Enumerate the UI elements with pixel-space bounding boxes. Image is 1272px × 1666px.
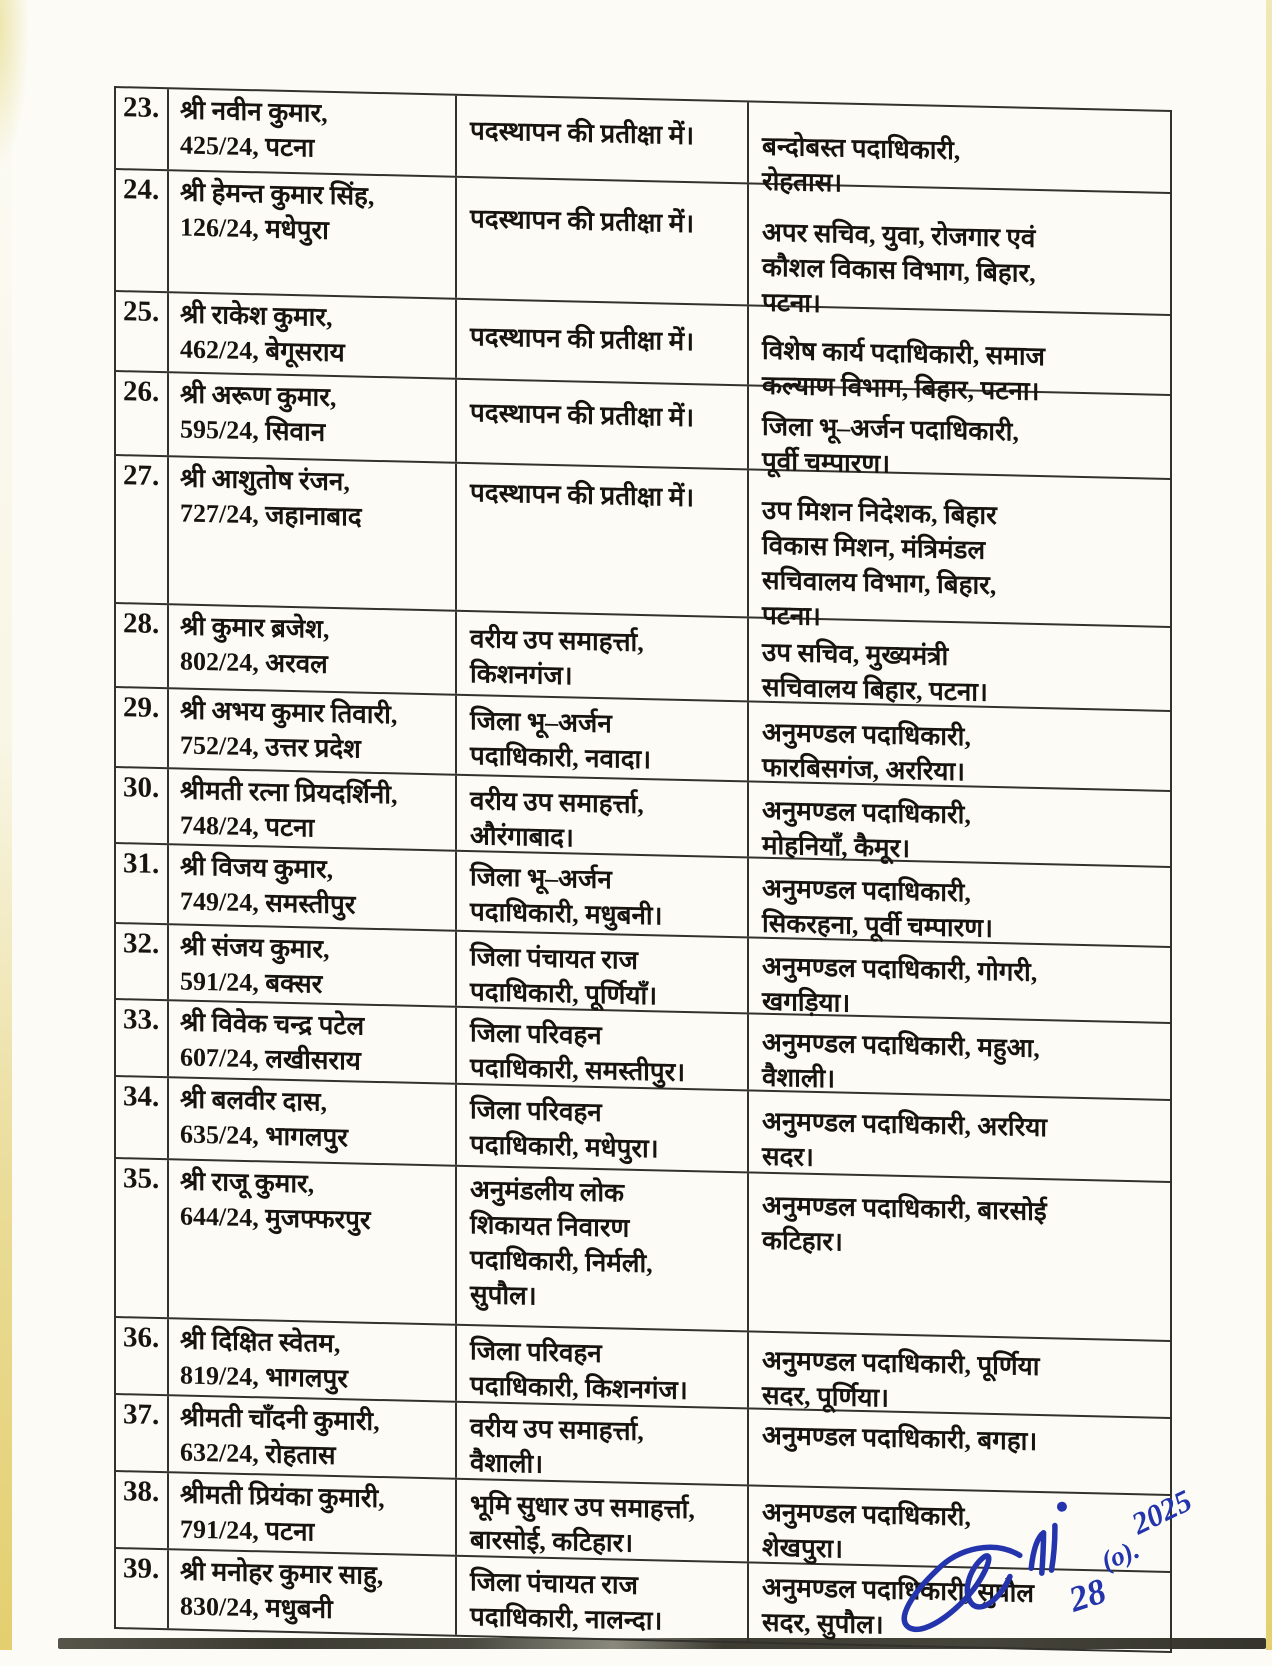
new-posting-cell bbox=[749, 1014, 1170, 1099]
current-posting-cell bbox=[457, 380, 749, 469]
cell-text-line: बन्दोबस्त पदाधिकारी, bbox=[762, 131, 961, 166]
page-edge-left bbox=[0, 0, 12, 1650]
serial-number-cell bbox=[116, 1000, 169, 1076]
cell-text-line: 462/24, बेगूसराय bbox=[180, 334, 345, 368]
cell-text-line: श्री विजय कुमार, bbox=[180, 851, 334, 884]
cell-text-line: 591/24, बक्सर bbox=[180, 966, 323, 999]
cell-text-line: जिला परिवहन bbox=[470, 1336, 602, 1369]
cell-text-line: जिला परिवहन bbox=[470, 1018, 602, 1051]
signature-ink-dot bbox=[1056, 1501, 1067, 1512]
officer-name-cell bbox=[169, 89, 457, 176]
cell-text-line: जिला भू–अर्जन पदाधिकारी, bbox=[762, 411, 1019, 447]
cell-text-line: 595/24, सिवान bbox=[180, 414, 326, 447]
serial-number: 26. bbox=[123, 375, 160, 409]
cell-text-line: श्रीमती चाँदनी कुमारी, bbox=[180, 1402, 380, 1437]
cell-text-line: श्री मनोहर कुमार साहु, bbox=[180, 1556, 384, 1591]
serial-number: 33. bbox=[123, 1003, 160, 1037]
cell-text-line: वरीय उप समाहर्त्ता, bbox=[470, 624, 644, 658]
cell-text-line: 749/24, समस्तीपुर bbox=[180, 886, 356, 920]
officer-name-cell bbox=[169, 845, 457, 930]
officer-name-cell bbox=[169, 1396, 457, 1478]
serial-number-cell bbox=[116, 1077, 169, 1158]
cell-text-line: अनुमण्डल पदाधिकारी, बारसोई bbox=[762, 1190, 1047, 1227]
cell-text-line: पदाधिकारी, पूर्णियाँ। bbox=[470, 977, 658, 1011]
new-posting-cell bbox=[749, 938, 1170, 1022]
cell-text-line: बारसोई, कटिहार। bbox=[470, 1525, 634, 1558]
serial-number-cell bbox=[116, 1159, 169, 1317]
serial-number-cell bbox=[116, 688, 169, 767]
table-row bbox=[116, 1159, 1170, 1342]
new-posting-cell bbox=[749, 858, 1170, 946]
cell-text-line: किशनगंज। bbox=[470, 659, 573, 691]
cell-text-line: 126/24, मधेपुरा bbox=[180, 212, 329, 245]
cell-text-line: पदस्थापन की प्रतीक्षा में। bbox=[470, 204, 695, 239]
cell-text-line: जिला परिवहन bbox=[470, 1095, 602, 1128]
cell-text-line: सदर, पूर्णिया। bbox=[762, 1380, 889, 1413]
serial-number-cell bbox=[116, 604, 169, 687]
new-posting-cell bbox=[749, 102, 1170, 198]
cell-text-line: जिला भू–अर्जन bbox=[470, 706, 612, 739]
cell-text-line: अनुमण्डल पदाधिकारी, bbox=[762, 717, 971, 752]
cell-text-line: उप सचिव, मुख्यमंत्री bbox=[762, 637, 949, 671]
current-posting-cell bbox=[457, 1403, 749, 1485]
serial-number: 36. bbox=[123, 1321, 160, 1355]
serial-number: 29. bbox=[123, 691, 160, 725]
cell-text-line: उप मिशन निदेशक, बिहार bbox=[762, 495, 997, 531]
cell-text-line: मोहनियाँ, कैमूर। bbox=[762, 830, 911, 864]
officer-name-cell bbox=[169, 605, 457, 694]
serial-number: 28. bbox=[123, 607, 160, 641]
officer-name-cell bbox=[169, 689, 457, 774]
cell-text-line: पदाधिकारी, मधुबनी। bbox=[470, 897, 663, 931]
serial-number: 25. bbox=[123, 295, 160, 329]
cell-text-line: वरीय उप समाहर्त्ता, bbox=[470, 1413, 644, 1447]
cell-text-line: पूर्वी चम्पारण। bbox=[762, 446, 891, 479]
current-posting-cell bbox=[457, 1085, 749, 1172]
officer-name-cell bbox=[169, 769, 457, 850]
cell-text-line: अनुमण्डल पदाधिकारी, महुआ, bbox=[762, 1027, 1040, 1064]
cell-text-line: श्री राजू कुमार, bbox=[180, 1166, 315, 1199]
cell-text-line: अनुमण्डल पदाधिकारी, bbox=[762, 795, 971, 830]
cell-text-line: श्री कुमार ब्रजेश, bbox=[180, 611, 330, 644]
serial-number: 32. bbox=[123, 927, 160, 961]
cell-text-line: पदाधिकारी, समस्तीपुर। bbox=[470, 1053, 686, 1087]
cell-text-line: श्री दिक्षित स्वेतम, bbox=[180, 1325, 341, 1359]
officer-name-cell bbox=[169, 457, 457, 610]
serial-number-cell bbox=[116, 372, 169, 455]
cell-text-line: 791/24, पटना bbox=[180, 1514, 315, 1547]
officer-name-cell bbox=[169, 1001, 457, 1083]
officer-name-cell bbox=[169, 1473, 457, 1555]
cell-text-line: 748/24, पटना bbox=[180, 810, 315, 843]
serial-number-cell bbox=[116, 924, 169, 999]
current-posting-cell bbox=[457, 96, 749, 183]
cell-text-line: वैशाली। bbox=[762, 1062, 836, 1094]
cell-text-line: रोहतास। bbox=[762, 166, 843, 198]
cell-text-line: सदर, सुपौल। bbox=[762, 1607, 884, 1640]
current-posting-cell bbox=[457, 464, 749, 617]
current-posting-cell bbox=[457, 932, 749, 1013]
cell-text-line: अपर सचिव, युवा, रोजगार एवं bbox=[762, 217, 1036, 253]
cell-text-line: सिकरहना, पूर्वी चम्पारण। bbox=[762, 908, 993, 943]
serial-number: 23. bbox=[123, 91, 160, 125]
officer-name-cell bbox=[169, 1319, 457, 1401]
cell-text-line: अनुमण्डल पदाधिकारी, सुपौल bbox=[762, 1572, 1035, 1608]
cell-text-line: पदस्थापन की प्रतीक्षा में। bbox=[470, 116, 695, 151]
cell-text-line: विशेष कार्य पदाधिकारी, समाज bbox=[762, 335, 1045, 372]
cell-text-line: श्री बलवीर दास, bbox=[180, 1084, 328, 1117]
transfer-table bbox=[114, 86, 1172, 1653]
cell-text-line: सचिवालय बिहार, पटना। bbox=[762, 672, 988, 707]
officer-name-cell bbox=[169, 1550, 457, 1635]
current-posting-cell bbox=[457, 300, 749, 385]
cell-text-line: अनुमण्डल पदाधिकारी, पूर्णिया bbox=[762, 1345, 1040, 1382]
serial-number-cell bbox=[116, 1395, 169, 1471]
serial-number-cell bbox=[116, 170, 169, 291]
cell-text-line: कटिहार। bbox=[762, 1225, 843, 1257]
officer-name-cell bbox=[169, 373, 457, 462]
cell-text-line: पदाधिकारी, मधेपुरा। bbox=[470, 1130, 659, 1164]
cell-text-line: श्री आशुतोष रंजन, bbox=[180, 463, 350, 497]
serial-number-cell bbox=[116, 768, 169, 843]
cell-text-line: पदाधिकारी, नालन्दा। bbox=[470, 1602, 663, 1636]
cell-text-line: 727/24, जहानाबाद bbox=[180, 498, 362, 532]
serial-number: 38. bbox=[123, 1475, 160, 1509]
cell-text-line: अनुमंडलीय लोक bbox=[470, 1175, 625, 1208]
cell-text-line: 752/24, उत्तर प्रदेश bbox=[180, 730, 361, 764]
officer-name-cell bbox=[169, 925, 457, 1006]
cell-text-line: भूमि सुधार उप समाहर्त्ता, bbox=[470, 1490, 695, 1525]
serial-number: 31. bbox=[123, 847, 160, 881]
cell-text-line: अनुमण्डल पदाधिकारी, bbox=[762, 1497, 971, 1532]
cell-text-line: औरंगाबाद। bbox=[470, 821, 574, 853]
serial-number: 24. bbox=[123, 173, 160, 207]
serial-number-cell bbox=[116, 844, 169, 923]
cell-text-line: पदाधिकारी, निर्मली, bbox=[470, 1245, 653, 1279]
cell-text-line: 819/24, भागलपुर bbox=[180, 1360, 348, 1394]
new-posting-cell bbox=[749, 1091, 1170, 1181]
cell-text-line: विकास मिशन, मंत्रिमंडल bbox=[762, 530, 986, 565]
cell-text-line: पदाधिकारी, किशनगंज। bbox=[470, 1371, 688, 1406]
new-posting-cell bbox=[749, 1173, 1170, 1340]
current-posting-cell bbox=[457, 1480, 749, 1562]
cell-text-line: श्री संजय कुमार, bbox=[180, 931, 330, 964]
signature-date-year: 2025 bbox=[1126, 1482, 1198, 1542]
new-posting-cell bbox=[749, 1332, 1170, 1417]
signature-ink-strokes bbox=[864, 1450, 1240, 1662]
cell-text-line: 607/24, लखीसराय bbox=[180, 1042, 361, 1076]
cell-text-line: कौशल विकास विभाग, बिहार, bbox=[762, 252, 1036, 288]
serial-number: 39. bbox=[123, 1552, 160, 1586]
cell-text-line: श्री राकेश कुमार, bbox=[180, 299, 333, 332]
cell-text-line: शेखपुरा। bbox=[762, 1532, 843, 1564]
cell-text-line: अनुमण्डल पदाधिकारी, bbox=[762, 873, 971, 908]
new-posting-cell bbox=[749, 782, 1170, 866]
serial-number-cell bbox=[116, 292, 169, 371]
officer-name-cell bbox=[169, 1160, 457, 1324]
signature-date-day: 28 bbox=[1064, 1570, 1111, 1620]
officer-name-cell bbox=[169, 171, 457, 298]
officer-name-cell bbox=[169, 293, 457, 378]
cell-text-line: पटना। bbox=[762, 287, 821, 319]
cell-text-line: पदाधिकारी, नवादा। bbox=[470, 741, 652, 775]
serial-number: 37. bbox=[123, 1398, 160, 1432]
serial-number-cell bbox=[116, 1472, 169, 1548]
cell-text-line: सचिवालय विभाग, बिहार, bbox=[762, 565, 997, 601]
serial-number: 35. bbox=[123, 1162, 160, 1196]
cell-text-line: श्रीमती रत्ना प्रियदर्शिनी, bbox=[180, 775, 398, 810]
signature-handwriting bbox=[864, 1450, 1240, 1662]
cell-text-line: जिला भू–अर्जन bbox=[470, 862, 612, 895]
new-posting-cell bbox=[749, 470, 1170, 632]
current-posting-cell bbox=[457, 1557, 749, 1642]
cell-text-line: पदस्थापन की प्रतीक्षा में। bbox=[470, 322, 695, 357]
cell-text-line: श्री नवीन कुमार, bbox=[180, 95, 328, 128]
cell-text-line: फारबिसगंज, अररिया। bbox=[762, 752, 966, 787]
cell-text-line: वैशाली। bbox=[470, 1448, 544, 1479]
serial-number-cell bbox=[116, 1318, 169, 1394]
cell-text-line: जिला पंचायत राज bbox=[470, 942, 638, 975]
cell-text-line: 644/24, मुजफ्फरपुर bbox=[180, 1201, 371, 1235]
serial-number: 34. bbox=[123, 1080, 160, 1114]
cell-text-line: 802/24, अरवल bbox=[180, 646, 328, 679]
cell-text-line: कल्याण विभाग, बिहार, पटना। bbox=[762, 370, 1040, 407]
current-posting-cell bbox=[457, 1008, 749, 1090]
cell-text-line: श्री हेमन्त कुमार सिंह, bbox=[180, 177, 375, 211]
cell-text-line: शिकायत निवारण bbox=[470, 1210, 630, 1243]
current-posting-cell bbox=[457, 1167, 749, 1331]
current-posting-cell bbox=[457, 852, 749, 937]
current-posting-cell bbox=[457, 696, 749, 781]
cell-text-line: पदस्थापन की प्रतीक्षा में। bbox=[470, 478, 695, 513]
cell-text-line: सदर। bbox=[762, 1141, 814, 1172]
cell-text-line: श्री अरूण कुमार, bbox=[180, 379, 337, 413]
cell-text-line: श्री विवेक चन्द्र पटेल bbox=[180, 1007, 365, 1041]
cell-text-line: श्रीमती प्रियंका कुमारी, bbox=[180, 1479, 385, 1514]
signature-date-middle: (o). bbox=[1096, 1533, 1144, 1577]
cell-text-line: अनुमण्डल पदाधिकारी, बगहा। bbox=[762, 1420, 1038, 1456]
cell-text-line: जिला पंचायत राज bbox=[470, 1567, 638, 1600]
current-posting-cell bbox=[457, 1326, 749, 1408]
serial-number-cell bbox=[116, 1549, 169, 1628]
cell-text-line: पटना। bbox=[762, 600, 821, 632]
page-edge-right bbox=[1266, 0, 1272, 1650]
officer-name-cell bbox=[169, 1078, 457, 1165]
serial-number: 27. bbox=[123, 459, 160, 493]
cell-text-line: अनुमण्डल पदाधिकारी, अररिया bbox=[762, 1106, 1048, 1143]
current-posting-cell bbox=[457, 178, 749, 305]
current-posting-cell bbox=[457, 776, 749, 857]
new-posting-cell bbox=[749, 702, 1170, 790]
cell-text-line: सुपौल। bbox=[470, 1280, 537, 1311]
cell-text-line: 635/24, भागलपुर bbox=[180, 1119, 348, 1153]
cell-text-line: श्री अभय कुमार तिवारी, bbox=[180, 695, 398, 730]
serial-number-cell bbox=[116, 456, 169, 603]
cell-text-line: 830/24, मधुबनी bbox=[180, 1591, 333, 1624]
serial-number-cell bbox=[116, 88, 169, 169]
current-posting-cell bbox=[457, 612, 749, 701]
cell-text-line: 632/24, रोहतास bbox=[180, 1437, 336, 1471]
cell-text-line: पदस्थापन की प्रतीक्षा में। bbox=[470, 398, 695, 433]
cell-text-line: अनुमण्डल पदाधिकारी, गोगरी, bbox=[762, 951, 1038, 987]
cell-text-line: खगड़िया। bbox=[762, 986, 851, 1018]
cell-text-line: वरीय उप समाहर्त्ता, bbox=[470, 786, 644, 820]
serial-number: 30. bbox=[123, 771, 160, 805]
cell-text-line: 425/24, पटना bbox=[180, 130, 315, 163]
